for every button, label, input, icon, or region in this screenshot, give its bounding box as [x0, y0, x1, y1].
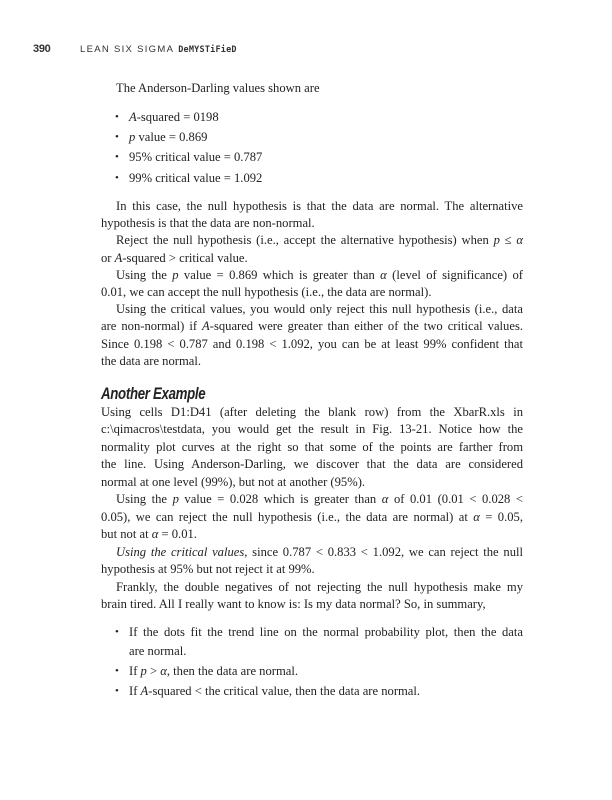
text-run: If the dots fit the trend line on the normal probability plot, then the data — [129, 625, 523, 639]
text-line — [101, 336, 523, 353]
paragraph — [101, 404, 523, 491]
text-run: are non-normal) if — [101, 319, 203, 334]
running-head-title — [80, 44, 237, 55]
text-run: -squared were greater than either of the two critical values. — [209, 319, 523, 334]
text-line — [101, 250, 523, 267]
text-line — [101, 353, 523, 370]
intro-paragraph — [101, 80, 523, 97]
text-line — [101, 421, 523, 438]
text-line — [101, 579, 523, 596]
paragraph — [101, 198, 523, 232]
text-run: If — [129, 683, 141, 698]
text-run: 99% critical value = 1.092 — [129, 170, 263, 185]
list-item — [101, 107, 523, 127]
bullet-icon: • — [115, 664, 119, 677]
text-line — [101, 491, 523, 508]
text-line — [101, 474, 523, 491]
text-line — [129, 662, 523, 681]
text-line — [101, 509, 523, 526]
text-run: ≤ — [499, 233, 517, 248]
text-run: value = 0.869 — [135, 130, 208, 145]
text-line — [101, 526, 523, 543]
summary-list — [101, 623, 523, 700]
bullet-icon: • — [115, 131, 119, 144]
text-line — [101, 198, 523, 215]
paragraph — [101, 579, 523, 614]
list-item — [101, 127, 523, 147]
paragraph — [101, 267, 523, 301]
text-run: 0.05), we can reject the null hypothesis (i.e., the data are normal) at — [101, 509, 474, 524]
italic-text: α — [473, 509, 480, 524]
text-run: In this case, the null hypothesis is that the data are normal. The alternative — [116, 199, 523, 213]
text-line — [101, 267, 523, 284]
text-line — [101, 544, 523, 561]
text-line — [101, 561, 523, 578]
list-item — [101, 168, 523, 188]
italic-text: p — [172, 267, 179, 282]
italic-text: A — [140, 683, 149, 698]
paragraph — [101, 491, 523, 543]
italic-text: α — [516, 233, 523, 248]
brand-wordmark: DeMYSTiFieD — [178, 45, 237, 55]
italic-text: p — [493, 233, 500, 248]
paragraph — [101, 544, 523, 579]
text-line — [129, 147, 523, 167]
text-line — [101, 456, 523, 473]
bullet-icon: • — [115, 111, 119, 123]
text-run: or — [101, 250, 115, 265]
italic-text: Using the critical values, — [116, 544, 248, 559]
bullet-icon: • — [115, 684, 119, 697]
text-line — [129, 682, 523, 701]
text-run: normal at one level (99%), but not at another (95%). — [101, 474, 366, 489]
list-item — [101, 623, 523, 660]
list-item — [101, 682, 523, 701]
page-number: 390 — [33, 43, 51, 55]
anderson-darling-values-list — [101, 107, 523, 188]
text-run: Using the — [116, 267, 173, 282]
italic-text: α — [381, 492, 389, 507]
text-run: the line. Using Anderson-Darling, we discover that the data are considered — [101, 457, 523, 472]
text-run: = 0.05, — [479, 509, 523, 524]
text-line — [101, 404, 523, 421]
text-run: -squared > critical value. — [122, 250, 248, 265]
section-heading: Another Example — [101, 384, 206, 403]
text-line — [101, 232, 523, 249]
text-run: (level of significance) of — [386, 267, 524, 282]
text-run: 95% critical value = 0.787 — [129, 150, 263, 165]
italic-text: A — [202, 319, 210, 334]
italic-text: p — [129, 130, 136, 145]
bullet-icon: • — [115, 151, 119, 164]
italic-text: α — [151, 527, 159, 542]
text-run: -squared = 0198 — [136, 110, 219, 124]
text-run: hypothesis at 95% but not reject it at 99%. — [101, 562, 315, 577]
text-run: , then the data are normal. — [166, 663, 299, 678]
text-run: are normal. — [129, 643, 187, 658]
text-line — [129, 642, 523, 661]
text-line — [129, 107, 523, 127]
paragraph — [101, 232, 523, 266]
text-run: brain tired. All I really want to know is: Is my data normal? So, in summary, — [101, 596, 486, 611]
bullet-icon: • — [115, 171, 119, 184]
text-run: If — [129, 663, 141, 678]
list-item — [101, 662, 523, 681]
text-run: = 0.01. — [158, 527, 197, 542]
text-line — [101, 215, 523, 232]
text-line — [129, 127, 523, 147]
bullet-icon: • — [115, 626, 119, 638]
text-run: value = 0.028 which is greater than — [178, 492, 382, 507]
text-run: Using cells D1:D41 (after deleting the blank row) from the XbarR.xls in — [101, 405, 523, 419]
intro-line: The Anderson-Darling values shown are — [116, 81, 320, 95]
italic-text: α — [380, 267, 387, 282]
text-line — [101, 596, 523, 613]
text-run: normality plot curves at the right so that some of the points are farther from — [101, 439, 523, 454]
text-run: 0.01, we can accept the null hypothesis (i.e., the data are normal). — [101, 285, 432, 300]
text-line — [101, 301, 523, 318]
text-run: Since 0.198 < 0.787 and 0.198 < 1.092, you can be at least 99% confident that — [101, 336, 523, 351]
text-run: since 0.787 < 0.833 < 1.092, we can reject the null — [247, 544, 523, 559]
text-line — [101, 439, 523, 456]
italic-text: p — [172, 492, 179, 507]
italic-text: A — [129, 110, 137, 124]
text-run: > — [146, 663, 161, 678]
text-run: the data are normal. — [101, 353, 201, 368]
italic-text: p — [140, 663, 147, 678]
book-title: LEAN SIX SIGMA — [80, 44, 175, 55]
section-b-body — [101, 404, 523, 613]
text-line — [101, 284, 523, 301]
italic-text: α — [160, 663, 167, 678]
text-run: but not at — [101, 527, 152, 542]
section-a-body — [101, 198, 523, 370]
list-item — [101, 147, 523, 167]
text-run: Using the critical values, you would only reject this null hypothesis (i.e., data — [116, 302, 523, 317]
text-run: hypothesis is that the data are non-normal. — [101, 216, 315, 231]
text-run: Reject the null hypothesis (i.e., accept the alternative hypothesis) when — [116, 233, 494, 248]
text-run: of 0.01 (0.01 < 0.028 < — [388, 492, 523, 507]
text-run: value = 0.869 which is greater than — [178, 267, 381, 282]
text-run: Using the — [116, 492, 173, 507]
text-line — [129, 168, 523, 188]
text-line — [101, 318, 523, 335]
text-run: -squared < the critical value, then the data are normal. — [148, 683, 421, 698]
text-line — [129, 623, 523, 642]
paragraph — [101, 301, 523, 370]
text-run: Frankly, the double negatives of not rejecting the null hypothesis make my — [116, 579, 523, 594]
text-run: c:\qimacros\testdata, you would get the result in Fig. 13-21. Notice how the — [101, 422, 523, 437]
italic-text: A — [114, 250, 123, 265]
